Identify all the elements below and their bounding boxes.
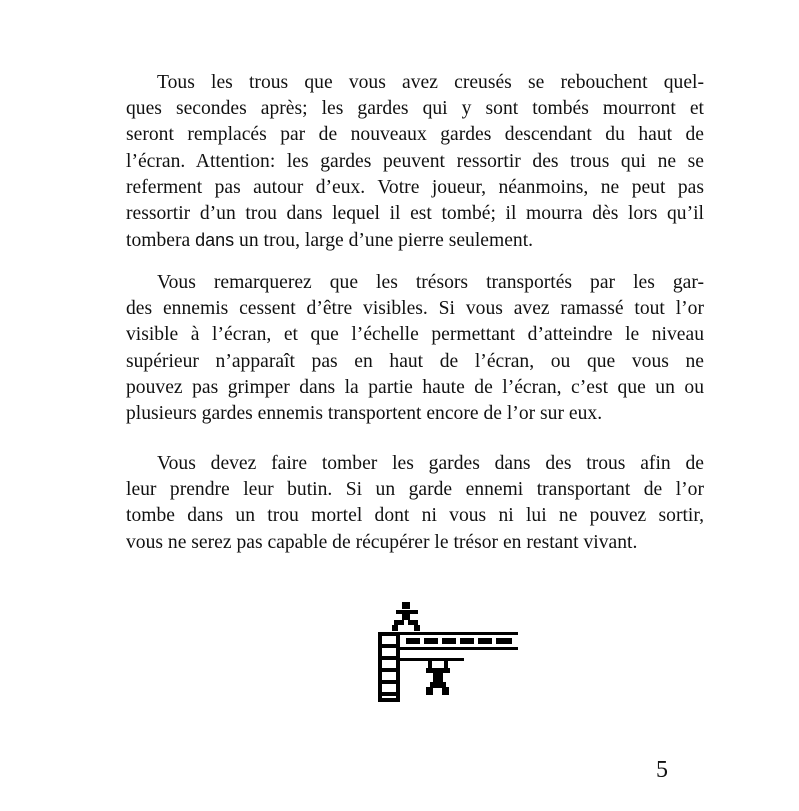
text-line: seront remplacés par de nouveaux gardes descendant du haut de (126, 124, 704, 146)
text-line: Vous devez faire tomber les gardes dans des trous afin de (157, 453, 704, 474)
text-line: supérieur n’apparaît pas en haut de l’écran, ou que vous ne (126, 350, 704, 372)
text-line: Tous les trous que vous avez creusés se rebouchent quel- (157, 72, 704, 93)
runner-icon (392, 602, 420, 631)
paragraph-holes-refill (126, 70, 704, 254)
guard-icon (426, 661, 450, 695)
text-line: pouvez pas grimper dans la partie haute de l’écran, c’est que un ou (126, 376, 704, 398)
text-line: tombe dans un trou mortel dont ni vous ni lui ne pouvez sortir, (126, 505, 704, 527)
text-line: ques secondes après; les gardes qui y sont tombés mourront et (126, 98, 704, 120)
text-fragment: tombera (126, 230, 196, 252)
text-line: l’écran. Attention: les gardes peuvent ressortir des trous qui ne se (126, 150, 704, 172)
text-line: des ennemis cessent d’être visibles. Si vous avez ramassé tout l’or (126, 298, 704, 320)
page-number: 5 (656, 757, 668, 783)
text-line: Vous remarquerez que les trésors transportés par les gar- (157, 272, 704, 293)
text-fragment: un trou, large d’une pierre seulement. (234, 230, 534, 252)
text-line: referment pas autour d’eux. Votre joueur, néanmoins, ne peut pas (126, 176, 704, 198)
text-line: vous ne serez pas capable de récupérer le trésor en restant vivant. (126, 531, 638, 553)
brick-platform-icon (400, 632, 518, 650)
text-line: leur prendre leur butin. Si un garde ennemi transportant de l’or (126, 479, 704, 501)
ladder-icon (378, 632, 400, 702)
paragraph-treasures (126, 270, 704, 427)
text-line: visible à l’écran, et que l’échelle permettant d’atteindre le niveau (126, 324, 704, 346)
text-line: plusieurs gardes ennemis transportent encore de l’or sur eux. (126, 403, 603, 425)
ladder-runner-icon (372, 598, 520, 704)
bar-icon (400, 658, 464, 661)
text-line (126, 227, 704, 254)
paragraph-guards-loot (126, 451, 704, 556)
text-fragment-sans: dans (195, 230, 235, 251)
text-line: ressortir d’un trou dans lequel il est tombé; il mourra dès lors qu’il (126, 203, 704, 225)
